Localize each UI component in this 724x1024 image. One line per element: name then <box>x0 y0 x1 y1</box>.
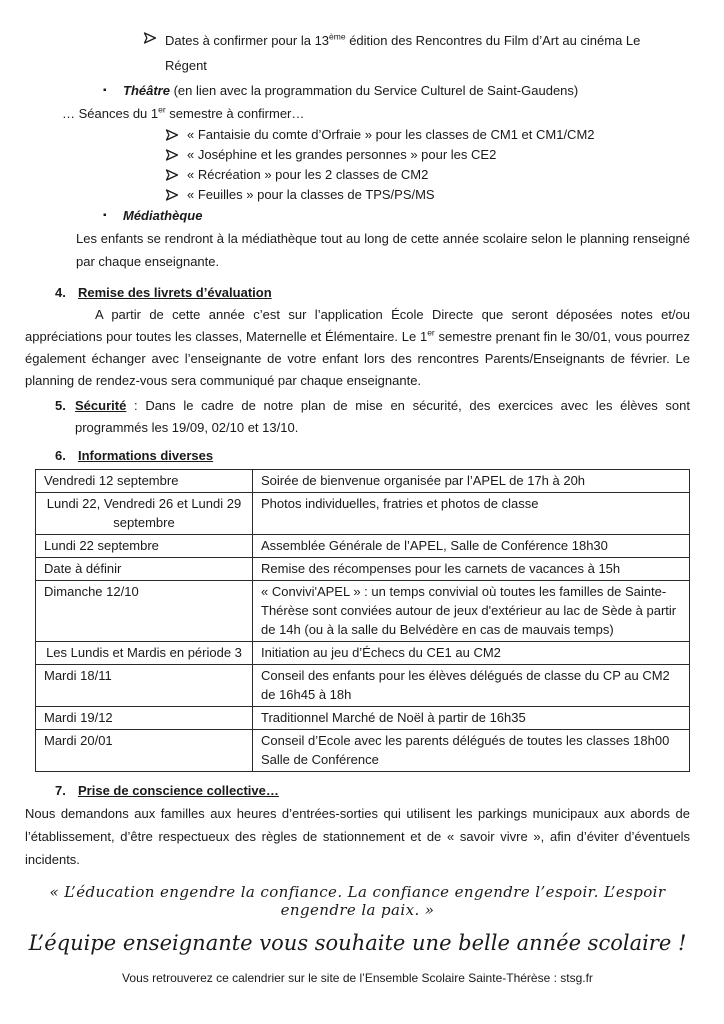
section-7-heading <box>55 780 690 802</box>
list-item-dates-a-confirmer <box>143 28 690 78</box>
event-description-cell: Conseil d’Ecole avec les parents délégués de toutes les classes 18h00 Salle de Conférence <box>253 730 690 772</box>
section-title: Sécurité <box>75 398 127 413</box>
table-row <box>36 470 690 493</box>
event-date-cell: Mardi 19/12 <box>36 707 253 730</box>
section-4-heading <box>55 282 690 304</box>
list-item-play <box>165 165 690 185</box>
play-title-fantaisie: « Fantaisie du comte d’Orfraie » pour les classes de CM1 et CM1/CM2 <box>187 127 595 142</box>
theatre-rest: (en lien avec la programmation du Service Culturel de Saint-Gaudens) <box>169 83 579 98</box>
event-date-cell: Mardi 18/11 <box>36 665 253 707</box>
table-row <box>36 558 690 581</box>
event-date-cell: Mardi 20/01 <box>36 730 253 772</box>
event-date-cell: Lundi 22, Vendredi 26 et Lundi 29 septembre <box>36 493 253 535</box>
event-description-cell: Soirée de bienvenue organisée par l’APEL de 17h à 20h <box>253 470 690 493</box>
closing-line: L’équipe enseignante vous souhaite une belle année scolaire ! <box>28 931 687 955</box>
play-title-recreation: « Récréation » pour les 2 classes de CM2 <box>187 167 429 182</box>
dates-text-pre: Dates à confirmer pour la 13 <box>165 33 330 48</box>
ordinal-superscript: er <box>427 327 435 338</box>
arrowhead-bullet-icon <box>143 28 165 78</box>
event-date-cell: Lundi 22 septembre <box>36 535 253 558</box>
list-item-mediatheque <box>103 205 690 227</box>
table-row <box>36 665 690 707</box>
section-5-item <box>55 395 690 439</box>
table-row <box>36 493 690 535</box>
event-date-cell: Vendredi 12 septembre <box>36 470 253 493</box>
seances-line <box>62 103 690 125</box>
seances-pre: … Séances du 1 <box>62 106 159 121</box>
dates-text-post: édition des Rencontres du Film d’Art au cinéma Le Régent <box>165 33 641 73</box>
events-table <box>35 469 690 772</box>
section-7-paragraph: Nous demandons aux familles aux heures d’entrées-sorties qui utilisent les parkings municipaux aux abords de l’établissement, d’être respectueux des règles de stationnement et de « savoir vivre », afin d’éviter d’éventuels incidents. <box>25 806 690 867</box>
list-item-play <box>165 125 690 145</box>
list-item-text <box>165 28 657 78</box>
arrowhead-bullet-icon <box>165 185 187 205</box>
list-item-play <box>165 145 690 165</box>
event-description-cell: « Convivi'APEL » : un temps convivial où toutes les familles de Sainte-Thérèse sont conviées autour de jeux d'extérieur au lac de Sède à partir de 14h (ou à la salle du Belvédère en cas de mauvais temps) <box>253 581 690 642</box>
play-title-josephine: « Joséphine et les grandes personnes » pour les CE2 <box>187 147 497 162</box>
section-4-text-post: semestre prenant fin le 30/01, vous pourrez également échanger avec l’enseignante de votre enfant lors des rencontres Parents/Enseignants de février. Le planning de rendez-vous sera communiqué par chaque enseignante. <box>25 329 690 388</box>
section-title: Remise des livrets d’évaluation <box>78 285 272 300</box>
arrowhead-bullet-icon <box>165 165 187 185</box>
section-title: Prise de conscience collective… <box>78 783 279 798</box>
mediatheque-label: Médiathèque <box>123 208 203 223</box>
table-row <box>36 730 690 772</box>
event-description-cell: Traditionnel Marché de Noël à partir de 16h35 <box>253 707 690 730</box>
event-description-cell: Assemblée Générale de l’APEL, Salle de Conférence 18h30 <box>253 535 690 558</box>
section-number: 7. <box>55 783 66 798</box>
section-title: Informations diverses <box>78 448 214 463</box>
event-description-cell: Conseil des enfants pour les élèves délégués de classe du CP au CM2 de 16h45 à 18h <box>253 665 690 707</box>
table-row <box>36 707 690 730</box>
seances-post: semestre à confirmer… <box>165 106 305 121</box>
mediatheque-paragraph: Les enfants se rendront à la médiathèque tout au long de cette année scolaire selon le planning renseigné par chaque enseignante. <box>76 231 690 269</box>
event-date-cell: Date à définir <box>36 558 253 581</box>
list-item-text <box>123 78 578 103</box>
section-number: 6. <box>55 448 66 463</box>
section-5-body: : Dans le cadre de notre plan de mise en sécurité, des exercices avec les élèves sont programmés les 19/09, 02/10 et 13/10. <box>75 398 690 435</box>
table-row <box>36 642 690 665</box>
event-description-cell: Initiation au jeu d’Échecs du CE1 au CM2 <box>253 642 690 665</box>
square-bullet-icon: ▪ <box>103 210 107 221</box>
arrowhead-bullet-icon <box>165 125 187 145</box>
section-number: 4. <box>55 285 66 300</box>
ordinal-superscript: ème <box>329 31 346 42</box>
section-4-paragraph <box>25 304 690 392</box>
event-date-cell: Dimanche 12/10 <box>36 581 253 642</box>
play-title-feuilles: « Feuilles » pour la classes de TPS/PS/MS <box>187 187 435 202</box>
square-bullet-icon: ▪ <box>103 85 107 96</box>
event-description-cell: Remise des récompenses pour les carnets de vacances à 15h <box>253 558 690 581</box>
section-number: 5. <box>55 398 66 413</box>
section-6-heading <box>55 445 690 467</box>
theatre-label: Théâtre <box>123 83 170 98</box>
site-note: Vous retrouverez ce calendrier sur le site de l’Ensemble Scolaire Sainte-Thérèse : stsg.fr <box>122 971 593 985</box>
list-item-theatre <box>103 78 690 103</box>
quote-line: « L’éducation engendre la confiance. La confiance engendre l’espoir. L’espoir engendre la paix. » <box>49 883 666 919</box>
ordinal-superscript: er <box>158 104 166 115</box>
event-description-cell: Photos individuelles, fratries et photos de classe <box>253 493 690 535</box>
section-4-text-pre: A partir de cette année c’est sur l’application École Directe que seront déposées notes et/ou appréciations pour toutes les classes, Maternelle et Élémentaire. Le 1 <box>25 307 690 344</box>
arrowhead-bullet-icon <box>165 145 187 165</box>
list-item-play <box>165 185 690 205</box>
table-row <box>36 581 690 642</box>
table-row <box>36 535 690 558</box>
event-date-cell: Les Lundis et Mardis en période 3 <box>36 642 253 665</box>
section-5-text <box>75 395 690 439</box>
